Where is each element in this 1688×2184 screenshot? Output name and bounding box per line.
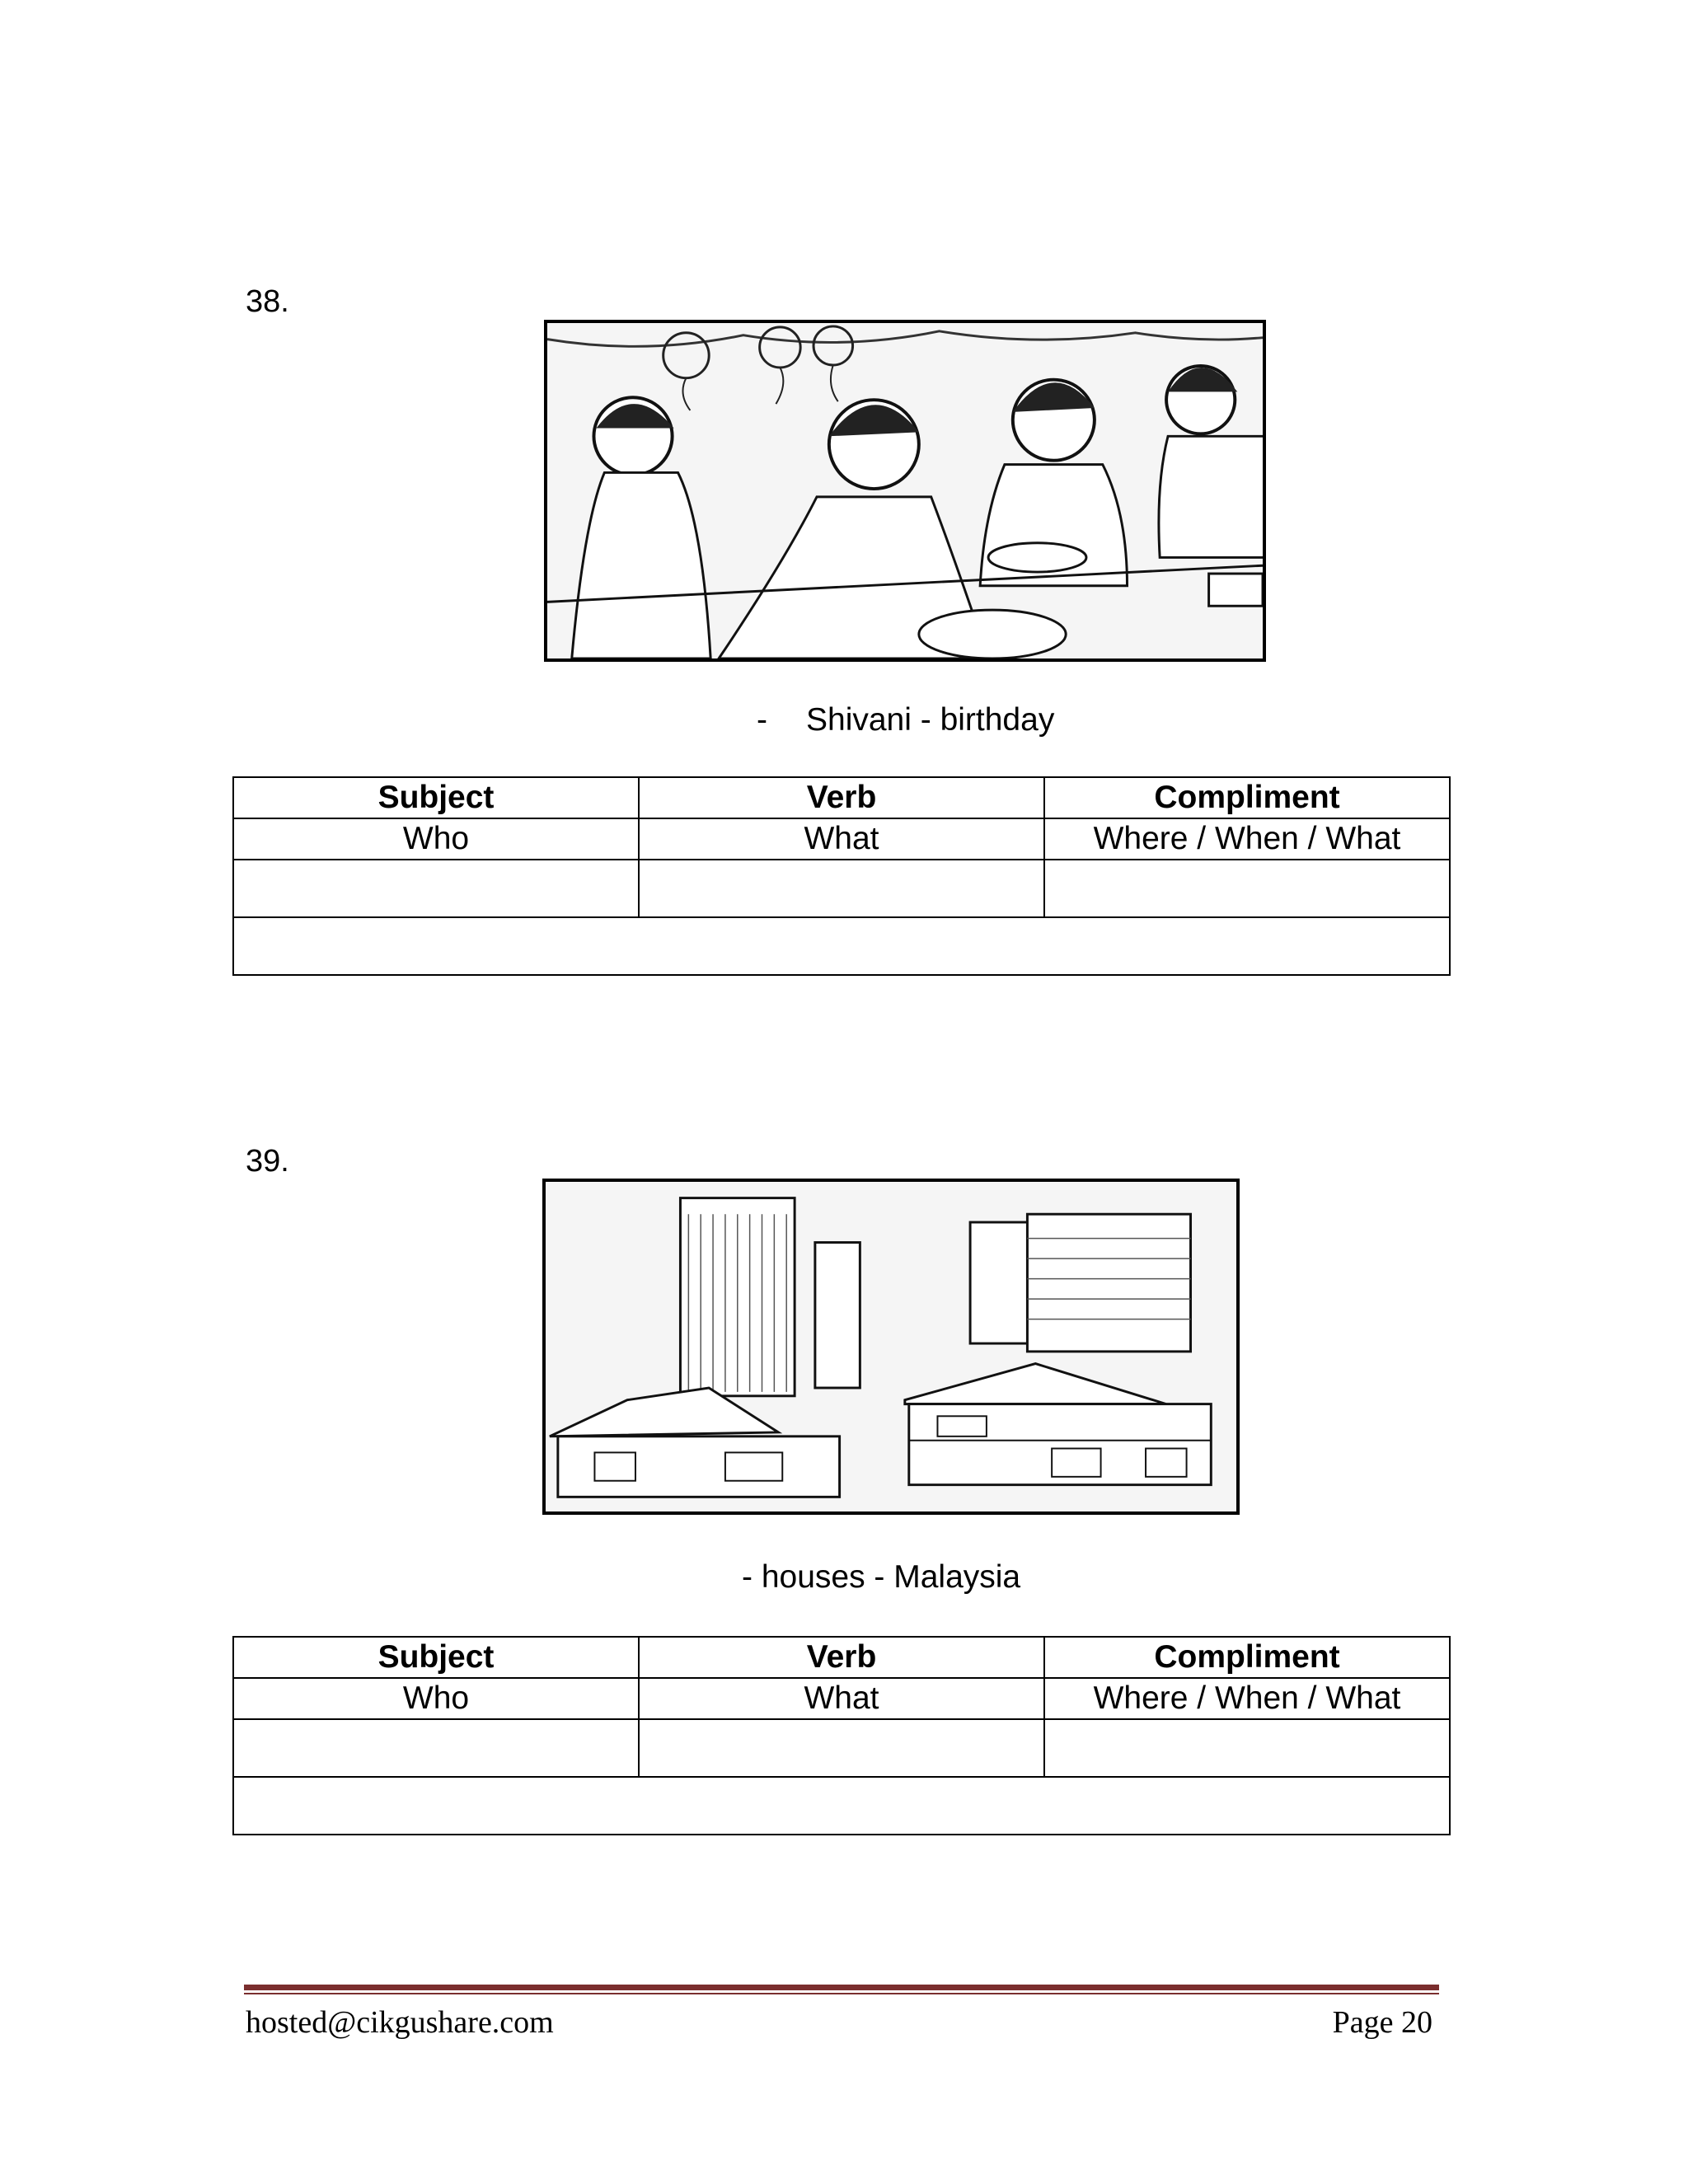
subject-verb-compliment-table: [232, 776, 1451, 976]
header-subject: Subject: [233, 777, 639, 818]
question-number: 39.: [246, 1144, 289, 1179]
subheader-what: What: [639, 818, 1044, 860]
subheader-where-when-what: Where / When / What: [1044, 818, 1450, 860]
footer-divider-thin: [244, 1993, 1439, 1994]
answer-compliment-cell[interactable]: [1044, 1719, 1450, 1777]
subheader-what: What: [639, 1678, 1044, 1719]
answer-verb-cell[interactable]: [639, 1719, 1044, 1777]
houses-drawing: [546, 1182, 1236, 1511]
malaysia-houses-illustration: [542, 1179, 1240, 1515]
answer-sentence-cell[interactable]: [233, 917, 1450, 975]
header-verb: Verb: [639, 1637, 1044, 1678]
answer-subject-cell[interactable]: [233, 860, 639, 917]
birthday-party-drawing: [547, 323, 1263, 658]
answer-verb-cell[interactable]: [639, 860, 1044, 917]
question-number: 38.: [246, 284, 289, 319]
prompt-dash: -: [757, 702, 767, 738]
header-subject: Subject: [233, 1637, 639, 1678]
subheader-who: Who: [233, 818, 639, 860]
header-compliment: Compliment: [1044, 777, 1450, 818]
answer-sentence-cell[interactable]: [233, 1777, 1450, 1835]
answer-subject-cell[interactable]: [233, 1719, 639, 1777]
header-verb: Verb: [639, 777, 1044, 818]
subject-verb-compliment-table: [232, 1636, 1451, 1835]
header-compliment: Compliment: [1044, 1637, 1450, 1678]
prompt-text: - houses - Malaysia: [742, 1559, 1021, 1595]
birthday-party-illustration: [544, 320, 1266, 662]
subheader-who: Who: [233, 1678, 639, 1719]
footer-divider: [244, 1985, 1439, 1990]
footer-email: hosted@cikgushare.com: [246, 2005, 554, 2040]
subheader-where-when-what: Where / When / What: [1044, 1678, 1450, 1719]
page-number: Page 20: [1332, 2005, 1432, 2040]
prompt-text: Shivani - birthday: [806, 702, 1055, 738]
answer-compliment-cell[interactable]: [1044, 860, 1450, 917]
